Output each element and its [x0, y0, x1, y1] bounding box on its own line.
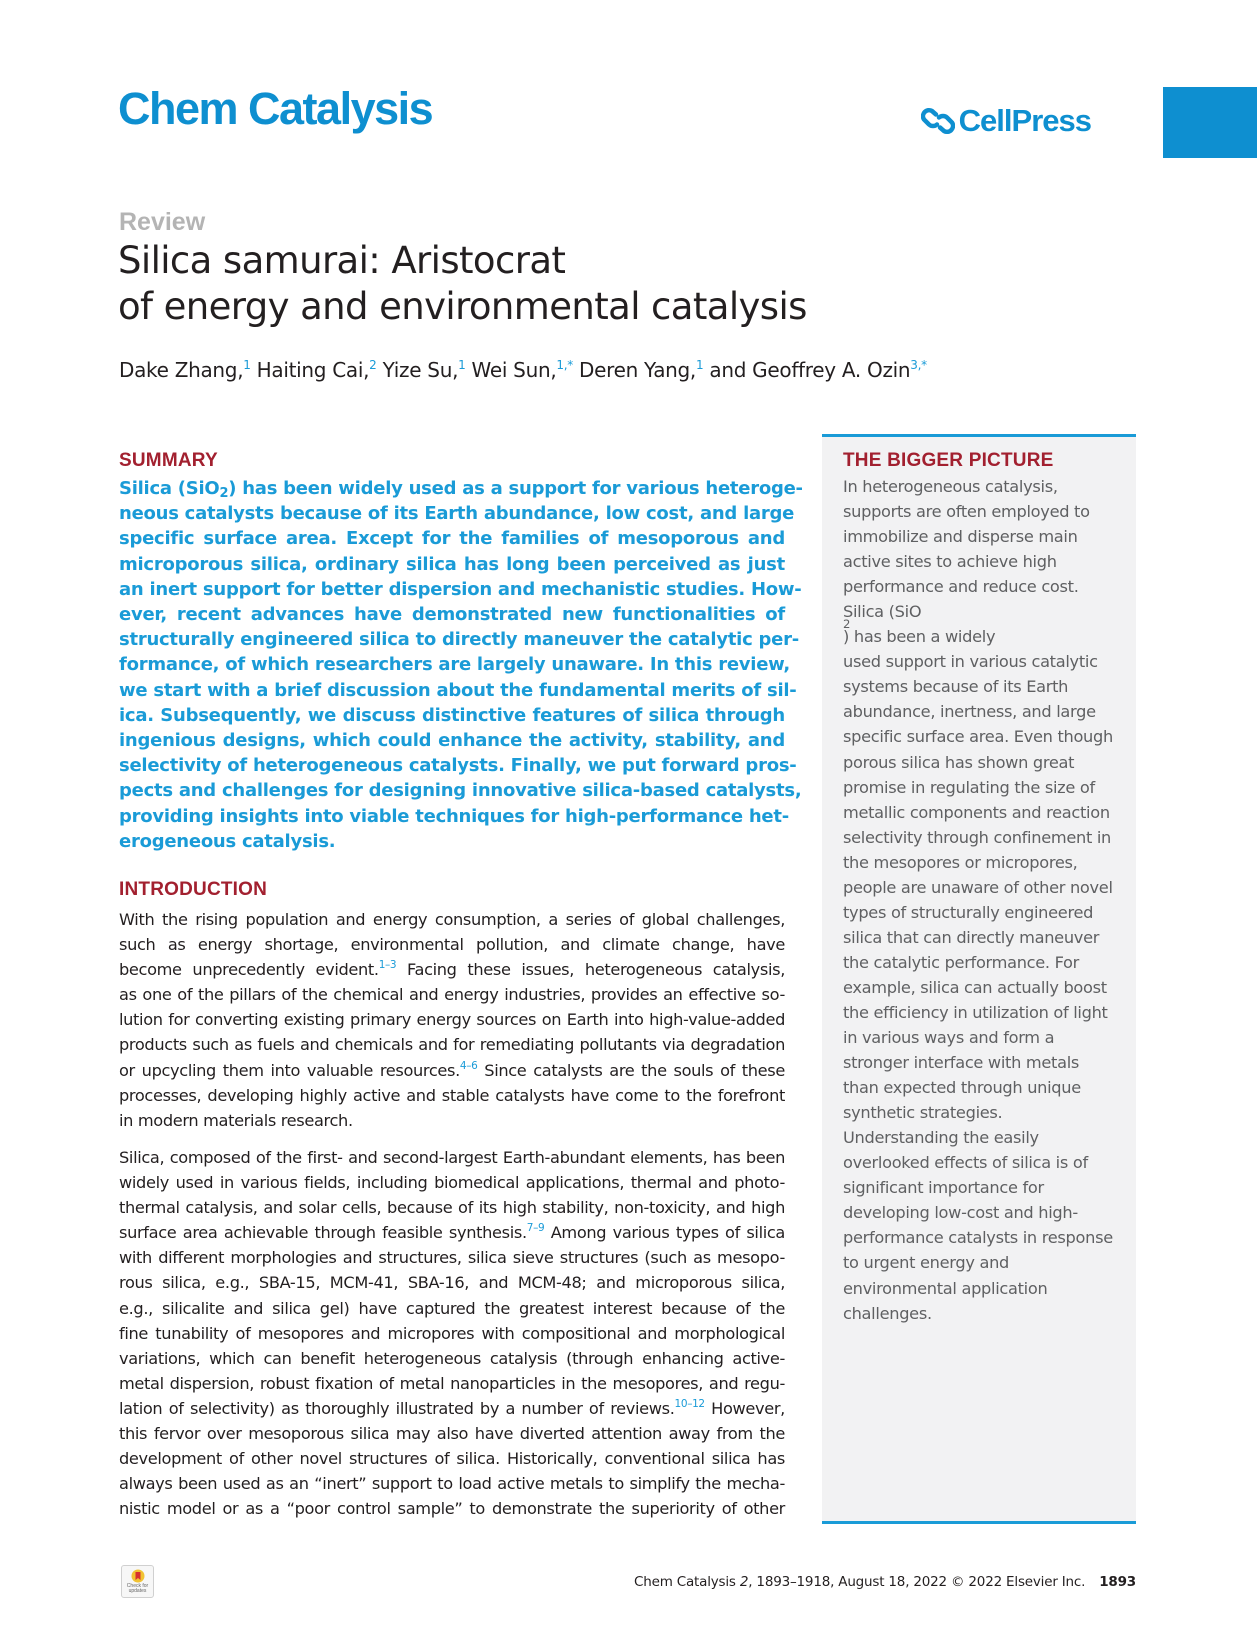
text-line: products such as fuels and chemicals and for remediating pollutants via degradation: [119, 1035, 785, 1055]
text-line: become unprecedently evident.$^{1-3}$ Facing these issues, heterogeneous catalysis,: [119, 959, 785, 980]
footer-citation: Chem Catalysis 2, 1893–1918, August 18, 2022 © 2022 Elsevier Inc.: [634, 1574, 1086, 1590]
text-line: rous silica, e.g., SBA-15, MCM-41, SBA-16, and MCM-48; and microporous silica,: [119, 1273, 785, 1293]
bookmark-icon: [131, 1569, 145, 1583]
text-line: processes, developing highly active and stable catalysts have come to the forefront: [119, 1085, 785, 1105]
text-line: in various ways and form a: [843, 1028, 1055, 1048]
text-line: In heterogeneous catalysis,: [843, 477, 1058, 496]
citation-ref[interactable]: 7–9: [526, 1222, 545, 1235]
text-line: pects and challenges for designing innovative silica-based catalysts,: [119, 780, 802, 802]
text-line: in modern materials research.: [119, 1110, 353, 1130]
text-line: we start with a brief discussion about the fundamental merits of sil-: [119, 679, 797, 701]
text-line: environmental application: [843, 1278, 1048, 1298]
journal-title: Chem Catalysis: [118, 83, 433, 134]
text-line: active sites to achieve high: [843, 552, 1057, 572]
text-line: people are unaware of other novel: [843, 877, 1113, 897]
text-line: thermal catalysis, and solar cells, because of its high stability, non-toxicity, and high: [119, 1198, 785, 1218]
text-line: synthetic strategies.: [843, 1103, 1003, 1123]
text-line: to urgent energy and: [843, 1253, 1010, 1273]
text-line: Silica, composed of the first- and second-largest Earth-abundant elements, has been: [119, 1148, 785, 1167]
affiliation-ref[interactable]: 1: [458, 358, 466, 372]
text-line: providing insights into viable techniques for high-performance het-: [119, 805, 789, 827]
article-title: [118, 238, 878, 330]
text-line: ingenious designs, which could enhance the activity, stability, and: [119, 730, 785, 752]
summary-text: [119, 476, 803, 854]
text-line: the catalytic performance. For: [843, 952, 1080, 972]
text-line: variations, which can benefit heterogeneous catalysis (through enhancing active-: [119, 1348, 785, 1368]
text-line: systems because of its Earth: [843, 677, 1069, 697]
corner-tab: [1163, 87, 1257, 158]
text-line: lution for converting existing primary energy sources on Earth into high-value-added: [119, 1010, 785, 1030]
text-line: Understanding the easily: [843, 1128, 1039, 1148]
subscript: 2: [219, 486, 229, 502]
author: Haiting Cai,$^2$: [256, 358, 377, 382]
text-line: widely used in various fields, including biomedical applications, thermal and photo-: [119, 1173, 785, 1193]
bigger-picture-heading: THE BIGGER PICTURE: [843, 450, 1054, 471]
text-line: metal dispersion, robust fixation of metal nanoparticles in the mesopores, and regu-: [119, 1373, 785, 1393]
text-line: ica. Subsequently, we discuss distinctive features of silica through: [119, 704, 785, 726]
intro-paragraph: [119, 1145, 785, 1521]
text-line: specific surface area. Even though: [843, 727, 1113, 747]
text-line: the efficiency in utilization of light: [843, 1002, 1108, 1022]
author-list: [119, 357, 927, 383]
publisher-name: CellPress: [958, 103, 1091, 138]
text-line: significant importance for: [843, 1178, 1044, 1198]
author: and Geoffrey A. Ozin$^{3,*}$: [709, 358, 927, 382]
text-line: selectivity of heterogeneous catalysts. Finally, we put forward pros-: [119, 755, 797, 777]
bigger-picture-text: [843, 474, 1128, 1326]
author: Deren Yang,$^1$: [579, 358, 704, 382]
text-line: silica that can directly maneuver: [843, 927, 1100, 947]
text-line: erogeneous catalysis.: [119, 830, 336, 852]
text-line: challenges.: [843, 1303, 932, 1323]
badge-label: Check for updates: [126, 1583, 149, 1594]
text-line: with different morphologies and structures, silica sieve structures (such as mesopo-: [119, 1248, 785, 1268]
text-line: this fervor over mesoporous silica may also have diverted attention away from the: [119, 1424, 785, 1444]
text-line: used support in various catalytic: [843, 652, 1098, 672]
cellpress-logo[interactable]: [921, 105, 1091, 136]
text-line: developing low-cost and high-: [843, 1203, 1078, 1223]
text-line: metallic components and reaction: [843, 802, 1110, 822]
title-line: Silica samurai: Aristocrat: [118, 239, 566, 282]
citation-ref[interactable]: 10–12: [674, 1397, 705, 1410]
text-line: neous catalysts because of its Earth abundance, low cost, and large: [119, 503, 795, 525]
introduction-heading: INTRODUCTION: [119, 879, 268, 900]
author: Dake Zhang,$^1$: [119, 358, 251, 382]
affiliation-ref[interactable]: 1: [695, 358, 704, 372]
text-line: selectivity through confinement in: [843, 827, 1112, 847]
affiliation-ref[interactable]: 1: [243, 358, 251, 372]
text-line: surface area achievable through feasible synthesis.$^{7-9}$ Among various types of silica: [119, 1222, 785, 1243]
affiliation-ref[interactable]: 2: [369, 358, 377, 372]
text-line: performance catalysts in response: [843, 1228, 1113, 1248]
text-line: overlooked effects of silica is of: [843, 1153, 1088, 1173]
intro-paragraph: [119, 907, 785, 1133]
text-line: specific surface area. Except for the families of mesoporous and: [119, 528, 785, 550]
text-line: types of structurally engineered: [843, 902, 1094, 922]
cellpress-link-icon: [921, 107, 955, 135]
text-line: With the rising population and energy consumption, a series of global challenges,: [119, 910, 785, 929]
author: Yize Su,$^1$: [382, 358, 466, 382]
check-for-updates-badge[interactable]: [121, 1565, 154, 1598]
text-line: Silica (SiO 2 ) has been a widely: [843, 602, 996, 647]
article-type: Review: [119, 208, 206, 236]
summary-heading: SUMMARY: [119, 450, 218, 471]
page-footer: [634, 1576, 1136, 1590]
text-line: than expected through unique: [843, 1078, 1081, 1098]
text-line: formance, of which researchers are largely unaware. In this review,: [119, 654, 790, 676]
title-line: of energy and environmental catalysis: [118, 285, 807, 328]
text-line: example, silica can actually boost: [843, 977, 1107, 997]
text-line: e.g., silicalite and silica gel) have captured the greatest interest because of the: [119, 1298, 785, 1318]
text-line: stronger interface with metals: [843, 1053, 1080, 1073]
text-line: promise in regulating the size of: [843, 777, 1095, 797]
text-line: or upcycling them into valuable resources.$^{4-6}$ Since catalysts are the souls of these: [119, 1059, 785, 1080]
citation-ref[interactable]: 1–3: [378, 959, 397, 972]
text-line: structurally engineered silica to directly maneuver the catalytic per-: [119, 629, 799, 651]
text-line: Silica (SiO$_2$) has been widely used as a support for various heteroge-: [119, 478, 803, 502]
page-number: 1893: [1099, 1574, 1136, 1590]
text-line: microporous silica, ordinary silica has long been perceived as just: [119, 553, 785, 575]
text-line: development of other novel structures of silica. Historically, conventional silica has: [119, 1449, 785, 1469]
text-line: such as energy shortage, environmental pollution, and climate change, have: [119, 935, 785, 955]
text-line: lation of selectivity) as thoroughly illustrated by a number of reviews.$^{10-12}$ However,: [119, 1397, 785, 1418]
text-line: porous silica has shown great: [843, 752, 1075, 772]
author: Wei Sun,$^{1,*}$: [471, 358, 573, 382]
text-line: as one of the pillars of the chemical and energy industries, provides an effective so-: [119, 985, 785, 1005]
affiliation-ref[interactable]: 1,*: [556, 358, 573, 372]
text-line: always been used as an “inert” support to load active metals to simplify the mecha-: [119, 1474, 785, 1494]
text-line: the mesopores or micropores,: [843, 852, 1078, 872]
text-line: ever, recent advances have demonstrated new functionalities of: [119, 604, 785, 626]
text-line: supports are often employed to: [843, 502, 1090, 522]
citation-ref[interactable]: 4–6: [459, 1059, 478, 1072]
text-line: abundance, inertness, and large: [843, 702, 1096, 722]
text-line: nistic model or as a “poor control sample” to demonstrate the superiority of other: [119, 1499, 785, 1519]
text-line: performance and reduce cost.: [843, 577, 1079, 597]
affiliation-ref[interactable]: 3,*: [910, 358, 927, 372]
text-line: fine tunability of mesopores and micropores with compositional and morphological: [119, 1323, 785, 1343]
text-line: an inert support for better dispersion and mechanistic studies. How-: [119, 578, 802, 600]
text-line: immobilize and disperse main: [843, 527, 1078, 547]
